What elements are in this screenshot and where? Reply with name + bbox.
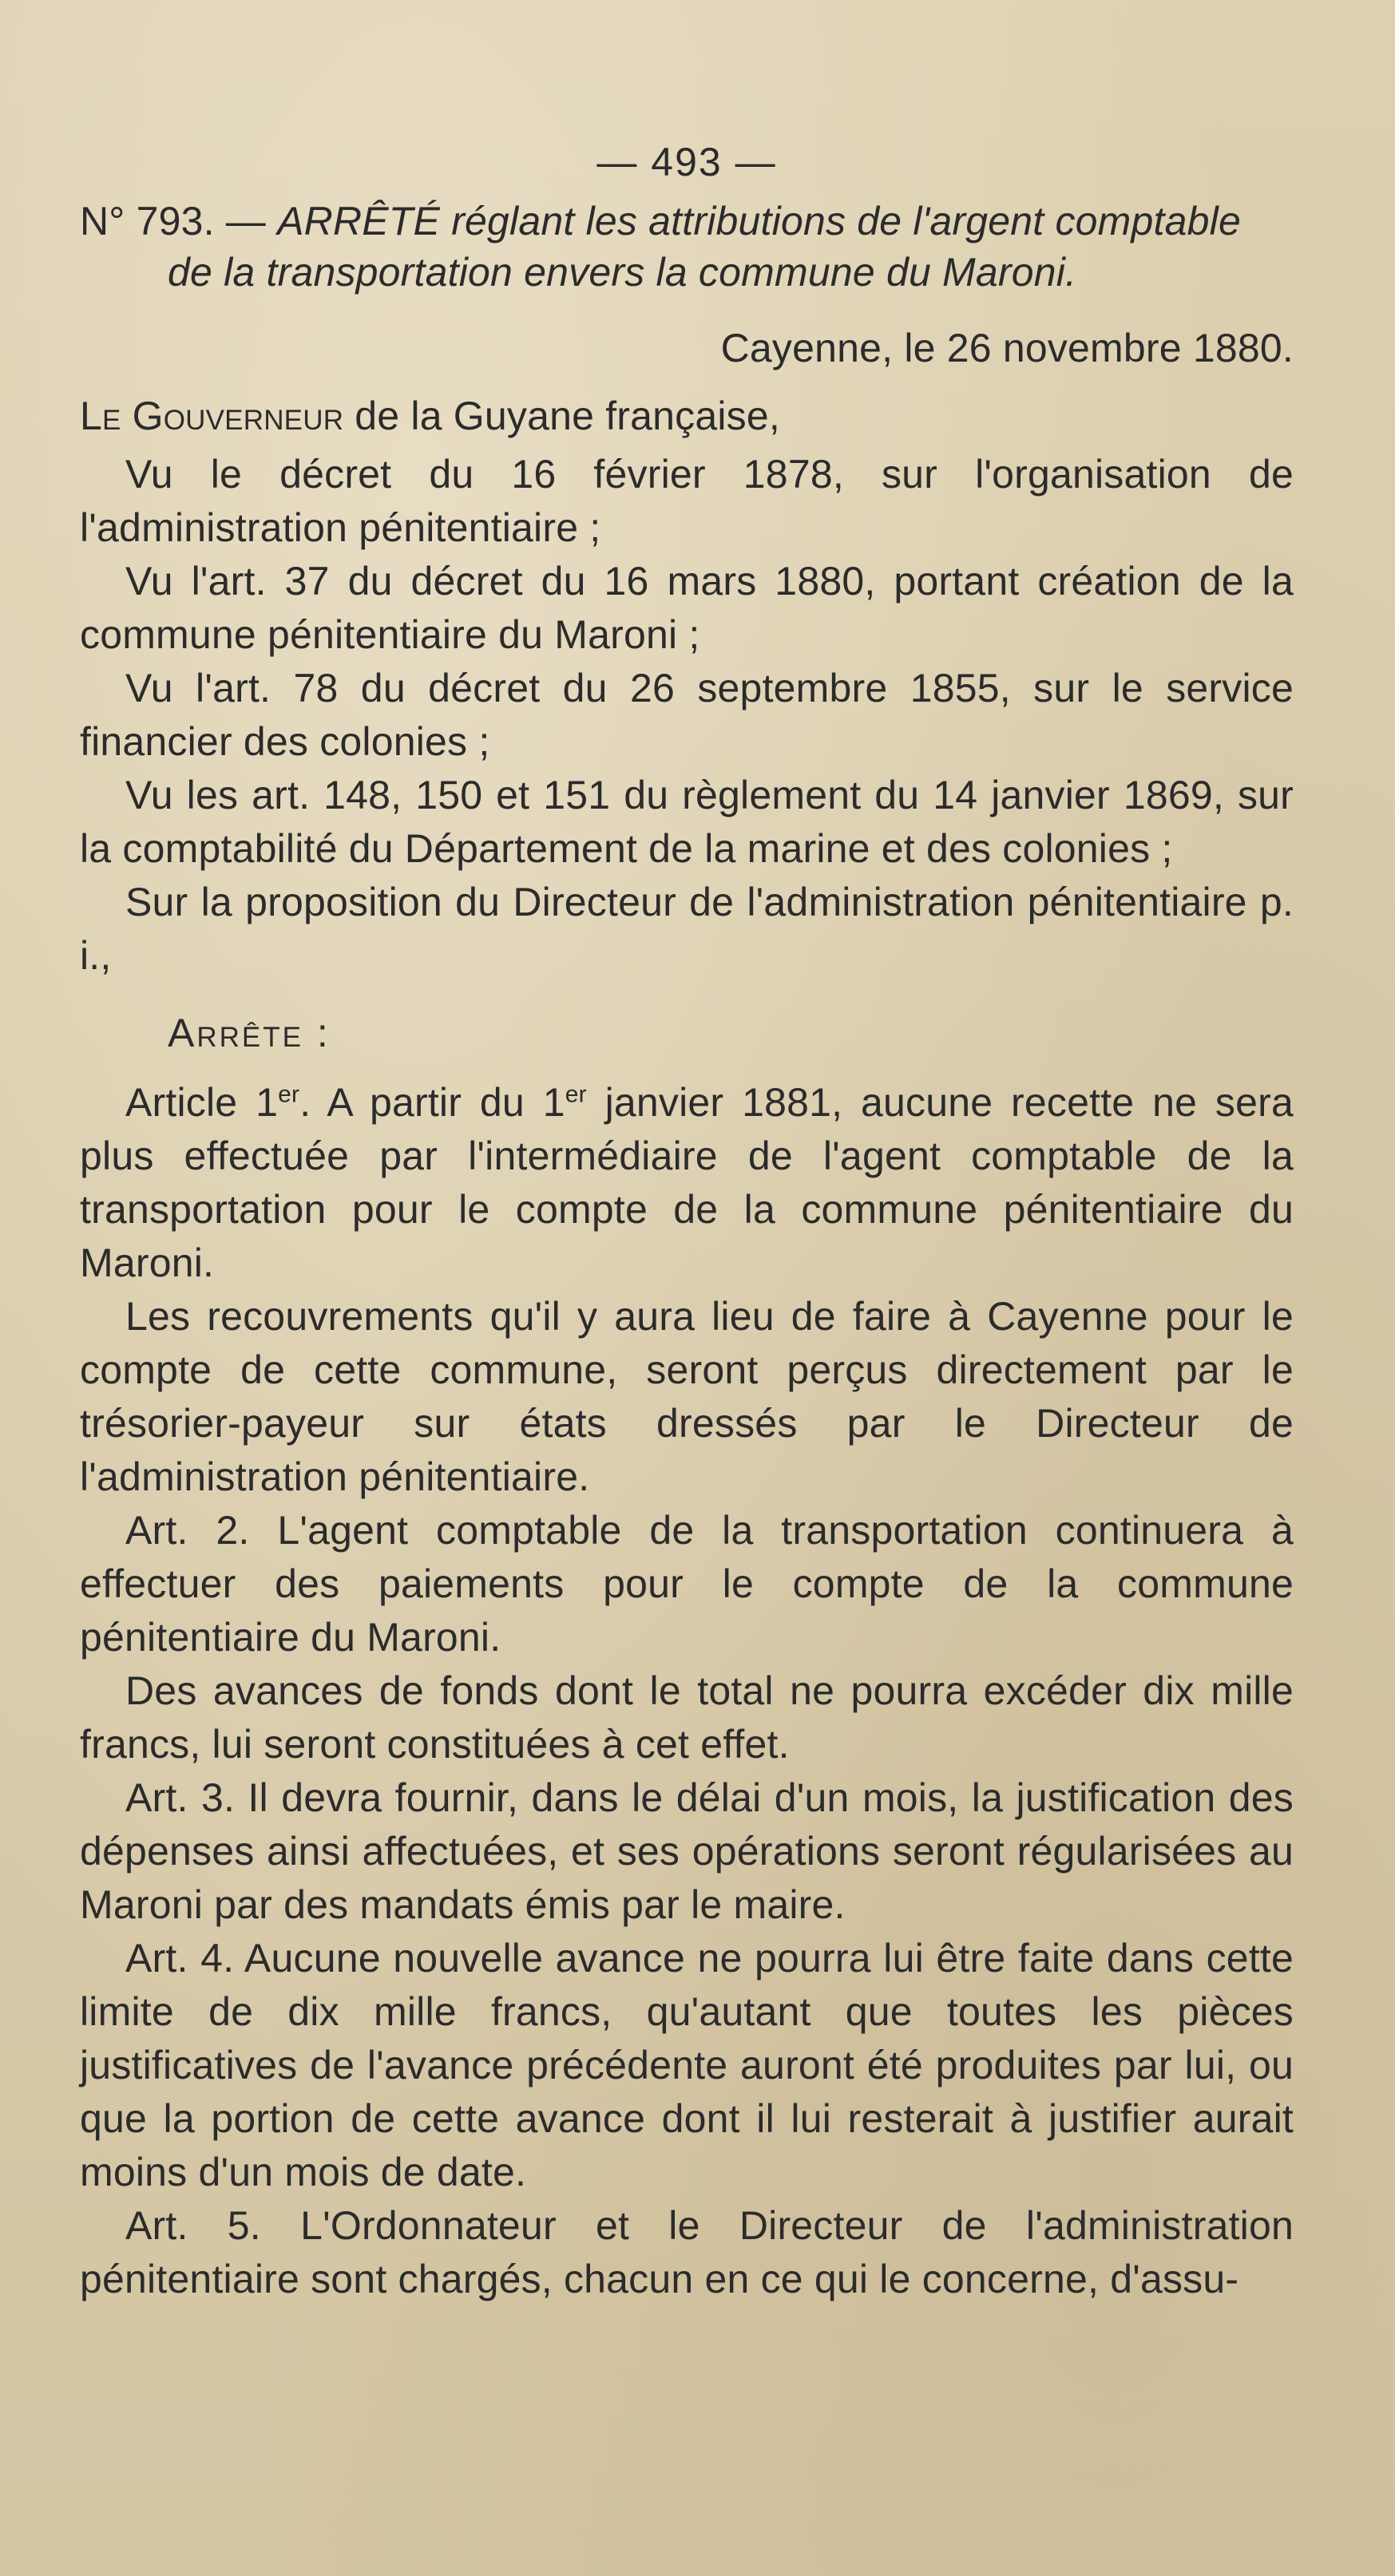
article-2: Art. 2. L'agent comptable de la transportation continuera à effectuer des paiements pour le compte de la commune pénitentiaire du Maroni. [80, 1508, 1294, 1660]
page-number: — 493 — [596, 140, 777, 184]
article-1-middle: . A partir du 1 [299, 1080, 565, 1125]
dateline: Cayenne, le 26 novembre 1880. [720, 326, 1294, 370]
decree-number: N° 793. — [80, 199, 278, 243]
governor-smallcaps: Le Gouverneur [80, 394, 344, 438]
consideration-2: Vu l'art. 37 du décret du 16 mars 1880, portant création de la commune pénitentiaire du Maroni ; [80, 559, 1294, 657]
governor-rest: de la Guyane française, [343, 394, 780, 438]
article-4: Art. 4. Aucune nouvelle avance ne pourra lui être faite dans cette limite de dix mille francs, qu'autant que toutes les pièces justificatives de l'avance précédente auront été produites par lui, ou que la portion de cette avance dont il lui resterait à justifier aurait moins d'un mois de date. [80, 1936, 1294, 2194]
article-1-rest: janvier 1881, aucune recette ne sera plus effectuée par l'intermédiaire de l'agent comptable de la transportation pour le compte de la commune pénitentiaire du Maroni. [80, 1080, 1294, 1285]
article-3: Art. 3. Il devra fournir, dans le délai d'un mois, la justification des dépenses ainsi affectuées, et ses opérations seront régularisées au Maroni par des mandats émis par le maire. [80, 1775, 1294, 1927]
article-1 [80, 1076, 1294, 1290]
article-1-paragraph-2: Les recouvrements qu'il y aura lieu de faire à Cayenne pour le compte de cette commune, seront perçus directement par le trésorier-payeur sur états dressés par le Directeur de l'administration pénitentiaire. [80, 1294, 1294, 1499]
article-5: Art. 5. L'Ordonnateur et le Directeur de l'administration pénitentiaire sont chargés, chacun en ce qui le concerne, d'assu- [80, 2203, 1294, 2301]
article-1-prefix-sup: er [278, 1081, 300, 1108]
arrete-label: Arrête : [168, 1011, 331, 1055]
decree-title [80, 196, 1294, 298]
governor-line [80, 390, 1294, 443]
decree-heading-line2: de la transportation envers la commune du Maroni. [168, 250, 1077, 295]
consideration-1: Vu le décret du 16 février 1878, sur l'organisation de l'administration pénitentiaire ; [80, 452, 1294, 550]
document-body [80, 136, 1294, 2306]
article-2-paragraph-2: Des avances de fonds dont le total ne pourra excéder dix mille francs, lui seront constituées à cet effet. [80, 1668, 1294, 1767]
decree-heading: ARRÊTÉ réglant les attributions de l'argent comptable [277, 199, 1241, 243]
article-1-prefix: Article 1 [125, 1080, 279, 1125]
consideration-3: Vu l'art. 78 du décret du 26 septembre 1855, sur le service financier des colonies ; [80, 666, 1294, 764]
article-1-middle-sup: er [565, 1081, 587, 1108]
consideration-4: Vu les art. 148, 150 et 151 du règlement du 14 janvier 1869, sur la comptabilité du Département de la marine et des colonies ; [80, 773, 1294, 871]
consideration-5: Sur la proposition du Directeur de l'administration pénitentiaire p. i., [80, 880, 1294, 978]
